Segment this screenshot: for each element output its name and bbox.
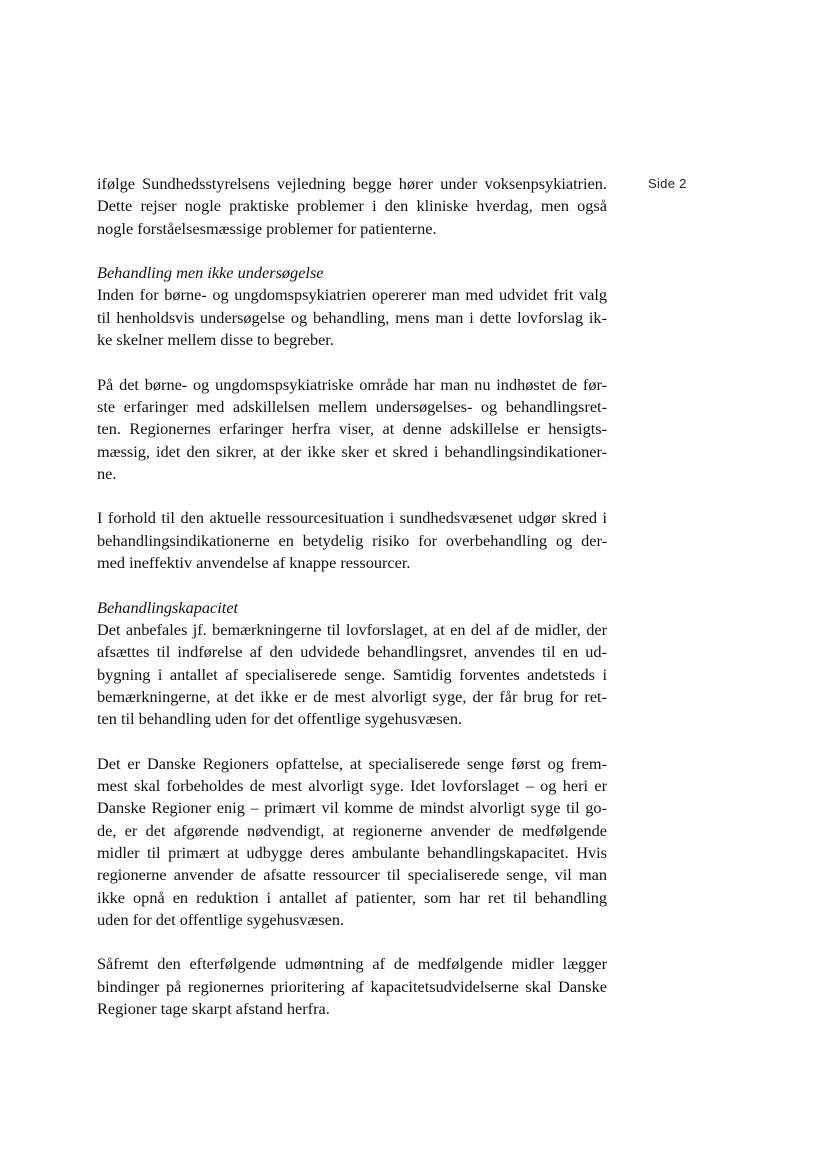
- text-line: bygning i antallet af specialiserede senge. Samtidig forventes andetsteds i: [97, 664, 607, 684]
- text-line: Det anbefales jf. bemærkningerne til lovforslaget, at en del af de midler, der: [97, 619, 607, 639]
- page-number-label: Side 2: [648, 176, 687, 191]
- text-line: behandlingsindikationerne en betydelig risiko for overbehandling og der-: [97, 530, 607, 550]
- paragraph: [97, 507, 607, 574]
- text-line: mest skal forbeholdes de mest alvorligt syge. Idet lovforslaget – og heri er: [97, 776, 607, 796]
- text-line: bemærkningerne, at det ikke er de mest alvorligt syge, der får brug for ret-: [97, 686, 607, 706]
- text-line: Dette rejser nogle praktiske problemer i den kliniske hverdag, men også: [97, 196, 607, 216]
- text-line: til henholdsvis undersøgelse og behandling, mens man i dette lovforslag ik-: [97, 307, 607, 327]
- section-heading: Behandlingskapacitet: [97, 597, 239, 617]
- paragraph-gap: [97, 730, 607, 752]
- text-line: de, er det afgørende nødvendigt, at regionerne anvender de medfølgende: [97, 820, 607, 840]
- text-line: Såfremt den efterfølgende udmøntning af de medfølgende midler lægger: [97, 954, 607, 974]
- text-line: ten til behandling uden for det offentlige sygehusvæsen.: [97, 709, 463, 729]
- text-line: ifølge Sundhedsstyrelsens vejledning begge hører under voksenpsykiatrien.: [97, 174, 607, 193]
- text-line: Danske Regioner enig – primært vil komme de mindst alvorligt syge til go-: [97, 798, 607, 818]
- text-line: ikke opnå en reduktion i antallet af patienter, som har ret til behandling: [97, 887, 607, 907]
- paragraph-gap: [97, 485, 607, 507]
- text-line: Regioner tage skarpt afstand herfra.: [97, 998, 330, 1018]
- document-body: [97, 173, 607, 1020]
- paragraph-gap: [97, 574, 607, 596]
- text-line: I forhold til den aktuelle ressourcesituation i sundhedsvæsenet udgør skred i: [97, 508, 607, 528]
- paragraph-gap: [97, 240, 607, 262]
- text-line: ne.: [97, 463, 117, 483]
- text-line: nogle forståelsesmæssige problemer for patienterne.: [97, 218, 437, 238]
- text-line: ten. Regionernes erfaringer herfra viser, at denne adskillelse er hensigts-: [97, 419, 607, 439]
- text-line: regionerne anvender de afsatte ressourcer til specialiserede senge, vil man: [97, 865, 607, 885]
- text-line: ke skelner mellem disse to begreber.: [97, 330, 334, 350]
- paragraph: [97, 753, 607, 931]
- paragraph: [97, 374, 607, 485]
- text-line: På det børne- og ungdomspsykiatriske område har man nu indhøstet de før-: [97, 374, 607, 394]
- paragraph: [97, 173, 607, 240]
- text-line: Inden for børne- og ungdomspsykiatrien opererer man med udvidet frit valg: [97, 285, 607, 305]
- text-line: bindinger på regionernes prioritering af kapacitetsudvidelserne skal Danske: [97, 976, 607, 996]
- text-line: midler til primært at udbygge deres ambulante behandlingskapacitet. Hvis: [97, 842, 607, 862]
- paragraph: [97, 953, 607, 1020]
- paragraph-gap: [97, 351, 607, 373]
- text-line: mæssig, idet den sikrer, at der ikke sker et skred i behandlingsindikationer-: [97, 441, 607, 461]
- text-line: uden for det offentlige sygehusvæsen.: [97, 909, 345, 929]
- text-line: ste erfaringer med adskillelsen mellem undersøgelses- og behandlingsret-: [97, 396, 607, 416]
- paragraph-gap: [97, 931, 607, 953]
- section-heading: Behandling men ikke undersøgelse: [97, 263, 324, 283]
- text-line: Det er Danske Regioners opfattelse, at specialiserede senge først og frem-: [97, 753, 607, 773]
- text-line: med ineffektiv anvendelse af knappe ressourcer.: [97, 553, 411, 573]
- paragraph: [97, 597, 607, 731]
- paragraph: [97, 262, 607, 351]
- text-line: afsættes til indførelse af den udvidede behandlingsret, anvendes til en ud-: [97, 642, 607, 662]
